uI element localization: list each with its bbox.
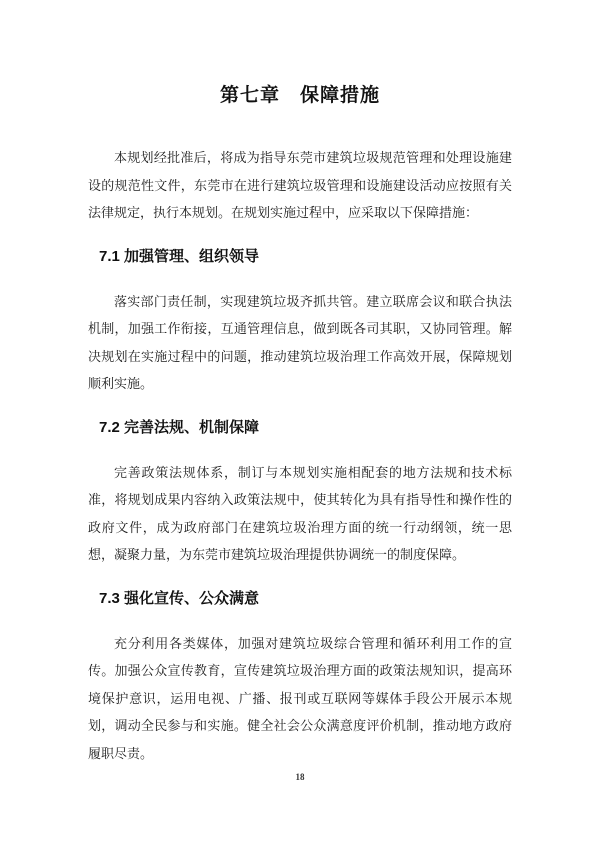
section-body-7-1: 落实部门责任制，实现建筑垃圾齐抓共管。建立联席会议和联合执法机制，加强工作衔接，互通管理信息，做到既各司其职，又协同管理。解决规划在实施过程中的问题，推动建筑垃圾治理工作高效开展，保障规划顺利实施。 bbox=[88, 293, 512, 391]
section-7-2 bbox=[88, 417, 512, 569]
chapter-title: 第七章 保障措施 bbox=[219, 85, 380, 106]
section-7-3 bbox=[88, 588, 512, 768]
page-number: 18 bbox=[295, 772, 305, 782]
section-body-7-3: 充分利用各类媒体，加强对建筑垃圾综合管理和循环利用工作的宣传。加强公众宣传教育，宣传建筑垃圾治理方面的政策法规知识，提高环境保护意识，运用电视、广播、报刊或互联网等媒体手段公开展示本规划，调动全民参与和实施。健全社会公众满意度评价机制，推动地方政府履职尽责。 bbox=[88, 635, 512, 761]
section-heading-7-2: 7.2 完善法规、机制保障 bbox=[99, 418, 260, 436]
intro-paragraph: 本规划经批准后，将成为指导东莞市建筑垃圾规范管理和处理设施建设的规范性文件，东莞市在进行建筑垃圾管理和设施建设活动应按照有关法律规定，执行本规划。在规划实施过程中，应采取以下保障措施： bbox=[88, 150, 512, 220]
section-body-7-2: 完善政策法规体系，制订与本规划实施相配套的地方法规和技术标准，将规划成果内容纳入政策法规中，使其转化为具有指导性和操作性的政府文件，成为政府部门在建筑垃圾治理方面的统一行动纲领，统一思想，凝聚力量，为东莞市建筑垃圾治理提供协调统一的制度保障。 bbox=[88, 464, 512, 562]
section-heading-7-3: 7.3 强化宣传、公众满意 bbox=[99, 589, 260, 607]
section-heading-7-1: 7.1 加强管理、组织领导 bbox=[99, 247, 260, 265]
section-7-1 bbox=[88, 246, 512, 398]
